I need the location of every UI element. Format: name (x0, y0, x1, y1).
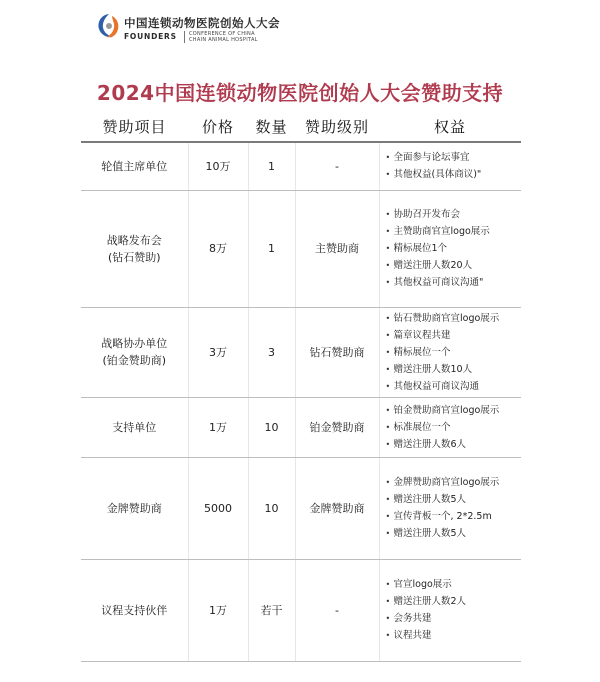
logo-subtitle (189, 31, 258, 43)
project-name-line: (铂金赞助商) (102, 354, 167, 367)
benefits-cell (379, 559, 521, 661)
benefit-text: 协助召开发布会 (393, 209, 461, 220)
table-row (81, 190, 521, 307)
benefit-item (386, 223, 522, 240)
benefit-item (386, 436, 522, 453)
benefit-item (386, 474, 522, 491)
benefits-cell (379, 190, 521, 307)
price-cell: 8万 (188, 190, 248, 307)
level-cell: 主赞助商 (295, 190, 379, 307)
benefit-item (386, 310, 522, 327)
project-name-line: 战略发布会 (106, 233, 162, 247)
table-row (81, 142, 521, 190)
price-cell: 1万 (188, 559, 248, 661)
benefit-text: 篇章议程共建 (393, 329, 451, 341)
project-cell (81, 559, 188, 661)
benefit-item (386, 610, 522, 627)
bullet-icon: • (385, 330, 391, 340)
project-cell (81, 307, 188, 397)
bullet-icon: • (385, 347, 391, 357)
benefit-item (386, 257, 522, 274)
level-cell: 钻石赞助商 (295, 307, 379, 397)
benefit-text: 主赞助商官宣logo展示 (393, 226, 490, 237)
bullet-icon: • (385, 405, 391, 415)
bullet-icon: • (385, 512, 391, 521)
benefit-item (386, 344, 522, 361)
benefits-cell (379, 142, 521, 190)
benefit-item (386, 166, 522, 183)
level-cell: 铂金赞助商 (295, 397, 379, 457)
bullet-icon: • (385, 261, 391, 270)
bullet-icon: • (385, 529, 391, 538)
benefit-text: 官宣logo展示 (393, 579, 452, 590)
benefit-text: 赠送注册人数5人 (393, 494, 467, 505)
header-project: 赞助项目 (81, 112, 188, 142)
benefit-item (386, 402, 522, 419)
benefit-text: 赠送注册人数2人 (393, 596, 467, 607)
project-cell (81, 397, 188, 457)
benefit-text: 其他权益可商议沟通" (393, 277, 484, 288)
bullet-icon: • (385, 422, 391, 432)
logo-subtitle-line2: CHAIN ANIMAL HOSPITAL (189, 37, 258, 43)
bullet-icon: • (385, 364, 391, 374)
benefit-item (386, 576, 522, 593)
logo-subtitle-line1: CONFERENCE OF CHINA (189, 31, 255, 37)
quantity-cell: 10 (248, 397, 295, 457)
table-row (81, 457, 521, 559)
project-name-line: 轮值主席单位 (101, 159, 168, 173)
project-name-line: 金牌赞助商 (106, 501, 162, 515)
quantity-cell: 10 (248, 457, 295, 559)
benefits-cell (379, 397, 521, 457)
logo-en-name: FOUNDERS (124, 32, 177, 41)
project-name-line: 支持单位 (112, 420, 157, 434)
bullet-icon: • (385, 597, 391, 606)
benefit-text: 金牌赞助商官宣logo展示 (393, 477, 500, 488)
table-row (81, 307, 521, 397)
benefit-text: 议程共建 (393, 630, 432, 641)
benefit-item (386, 627, 522, 644)
benefit-item (386, 206, 522, 223)
benefit-item (386, 419, 522, 436)
quantity-cell: 3 (248, 307, 295, 397)
benefit-text: 其他权益可商议沟通 (393, 380, 480, 392)
benefit-text: 赠送注册人数10人 (393, 363, 473, 375)
bullet-icon: • (385, 614, 391, 623)
sponsorship-table (81, 112, 521, 662)
header-price: 价格 (188, 112, 248, 142)
benefit-text: 铂金赞助商官宣logo展示 (393, 404, 500, 416)
benefit-text: 全面参与论坛事宜 (393, 152, 470, 164)
level-cell: - (295, 142, 379, 190)
header-level: 赞助级别 (295, 112, 379, 142)
benefit-text: 精标展位1个 (393, 243, 448, 254)
benefit-text: 其他权益(具体商议)" (393, 169, 482, 181)
table-row (81, 559, 521, 661)
benefit-text: 赠送注册人数5人 (393, 528, 467, 539)
project-name-line: 议程支持伙伴 (101, 603, 168, 617)
bullet-icon: • (385, 210, 391, 219)
bullet-icon: • (385, 439, 391, 449)
benefit-item (386, 361, 522, 378)
logo-cn-name: 中国连锁动物医院创始人大会 (124, 16, 280, 30)
price-cell: 5000 (188, 457, 248, 559)
benefit-item (386, 327, 522, 344)
project-cell (81, 457, 188, 559)
price-cell: 3万 (188, 307, 248, 397)
bullet-icon: • (385, 478, 391, 487)
page-title: 2024中国连锁动物医院创始人大会赞助支持 (96, 81, 504, 105)
benefit-text: 赠送注册人数6人 (393, 438, 467, 450)
bullet-icon: • (385, 631, 391, 640)
price-cell: 10万 (188, 142, 248, 190)
benefit-item (386, 593, 522, 610)
benefit-text: 赠送注册人数20人 (393, 260, 473, 271)
project-name-line: (钻石赞助) (107, 250, 161, 264)
bullet-icon: • (385, 227, 391, 236)
benefit-text: 会务共建 (393, 613, 432, 624)
bullet-icon: • (385, 153, 391, 163)
table-row (81, 397, 521, 457)
bullet-icon: • (385, 495, 391, 504)
benefit-item (386, 508, 522, 525)
header-benefits: 权益 (379, 112, 521, 142)
table-header-row (81, 112, 521, 142)
quantity-cell: 若干 (248, 559, 295, 661)
benefit-text: 钻石赞助商官宣logo展示 (393, 312, 500, 324)
benefit-text: 宣传背板一个, 2*2.5m (393, 511, 492, 522)
benefits-cell (379, 307, 521, 397)
bullet-icon: • (385, 170, 391, 180)
level-cell: 金牌赞助商 (295, 457, 379, 559)
logo-swirl-icon (96, 12, 122, 40)
benefit-item (386, 149, 522, 166)
bullet-icon: • (385, 381, 391, 391)
bullet-icon: • (385, 278, 391, 287)
benefit-item (386, 525, 522, 542)
header-quantity: 数量 (248, 112, 295, 142)
price-cell: 1万 (188, 397, 248, 457)
benefit-item (386, 240, 522, 257)
benefit-text: 标准展位一个 (393, 421, 451, 433)
bullet-icon: • (385, 580, 391, 589)
project-cell (81, 142, 188, 190)
benefit-item (386, 491, 522, 508)
project-cell (81, 190, 188, 307)
benefits-cell (379, 457, 521, 559)
benefit-item (386, 378, 522, 395)
bullet-icon: • (385, 313, 391, 323)
project-name-line: 战略协办单位 (101, 337, 168, 350)
benefit-item (386, 274, 522, 291)
level-cell: - (295, 559, 379, 661)
quantity-cell: 1 (248, 142, 295, 190)
benefit-text: 精标展位一个 (393, 346, 451, 358)
logo-divider (184, 31, 185, 43)
quantity-cell: 1 (248, 190, 295, 307)
bullet-icon: • (385, 244, 391, 253)
